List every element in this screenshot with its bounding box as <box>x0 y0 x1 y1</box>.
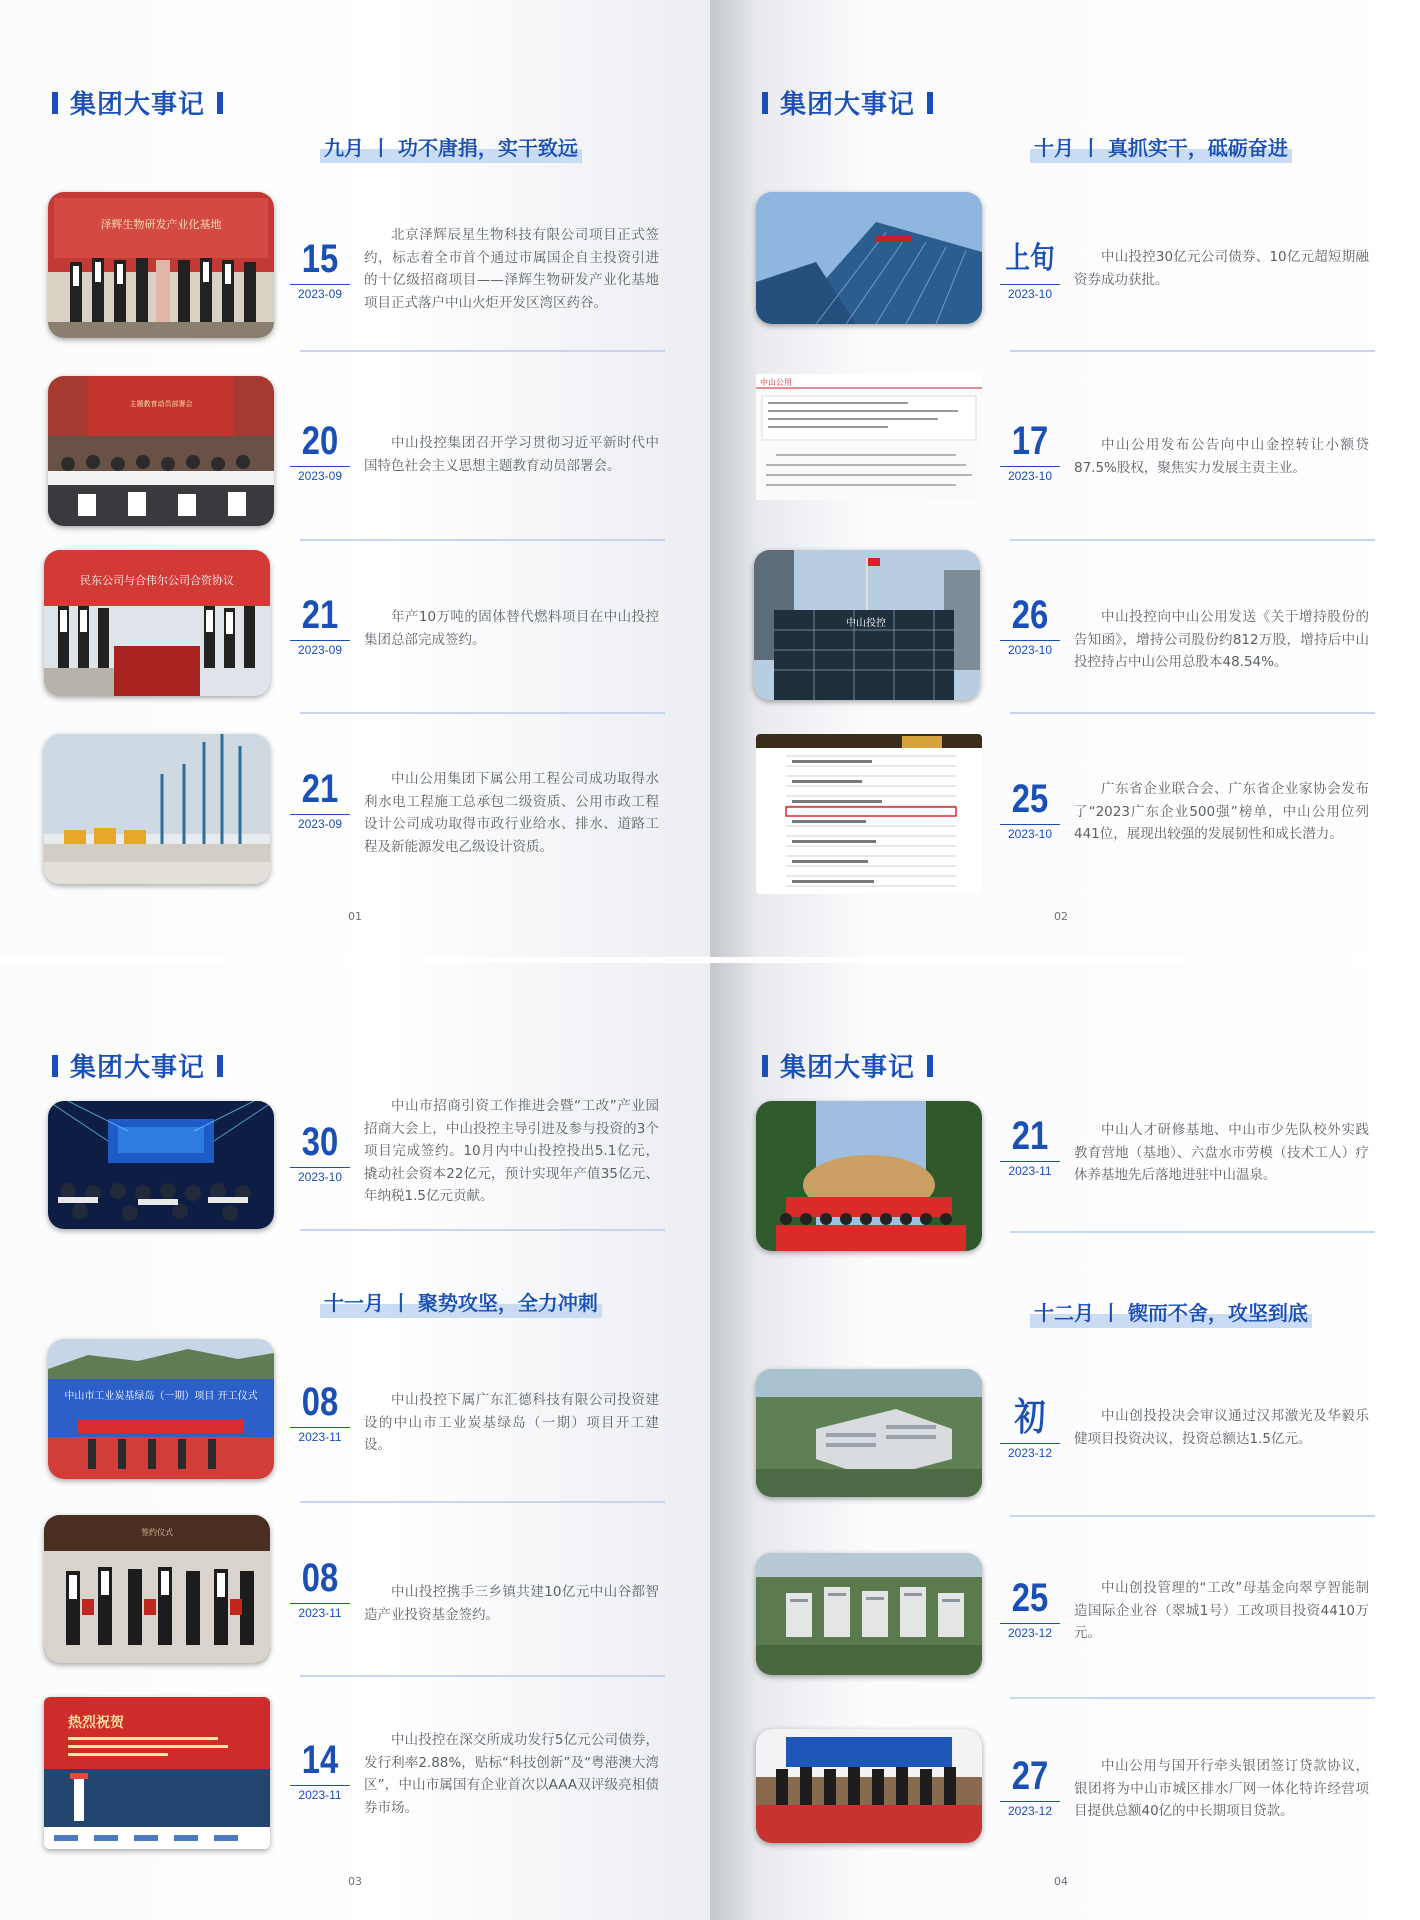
divider <box>300 1229 665 1231</box>
event-photo <box>756 1553 982 1675</box>
event-date <box>1000 1395 1060 1460</box>
event-photo <box>44 1515 270 1663</box>
event-day: 21 <box>301 767 339 811</box>
event-photo <box>48 1101 274 1229</box>
event-photo <box>754 550 980 700</box>
event-day: 21 <box>1011 1114 1049 1158</box>
page-header <box>52 84 223 121</box>
event-photo <box>756 374 982 500</box>
event-day: 21 <box>301 593 339 637</box>
divider <box>300 539 665 541</box>
photo-caption: 泽辉生物研发产业化基地 <box>100 218 222 231</box>
photo-caption: 中山市工业炭基绿岛（一期）项目 开工仪式 <box>64 1391 258 1402</box>
event-photo <box>48 192 274 338</box>
page-04 <box>710 963 1420 1920</box>
event-date <box>1000 1113 1060 1178</box>
event-date <box>290 1119 350 1184</box>
event-photo <box>44 734 270 884</box>
event-year-month: 2023-12 <box>1000 1623 1060 1640</box>
event-date <box>290 592 350 657</box>
event-day: 26 <box>1011 593 1049 637</box>
event-day: 20 <box>301 419 339 463</box>
event-date <box>290 1737 350 1802</box>
event-day: 14 <box>301 1738 339 1782</box>
event-photo <box>756 734 982 894</box>
event-day: 30 <box>301 1120 339 1164</box>
page-header <box>52 1047 223 1084</box>
divider <box>1010 350 1375 352</box>
header-title: 集团大事记 <box>780 1053 916 1083</box>
page-02 <box>710 0 1420 957</box>
header-bar-right <box>217 1055 223 1077</box>
event-day: 上旬 <box>1005 242 1055 275</box>
header-bar-left <box>52 1055 58 1077</box>
event-date <box>1000 1575 1060 1640</box>
page-01 <box>0 0 710 957</box>
event-description: 中山公用发布公告向中山金控转让小额贷87.5%股权，聚焦实力发展主责主业。 <box>1074 437 1369 476</box>
svg-text:主题教育动员部署会: 主题教育动员部署会 <box>129 400 193 408</box>
header-title: 集团大事记 <box>70 90 206 120</box>
event-year-month: 2023-11 <box>290 1603 350 1620</box>
event-year-month: 2023-10 <box>1000 640 1060 657</box>
event-photo <box>44 1697 270 1849</box>
divider <box>1010 539 1375 541</box>
event-date <box>1000 418 1060 483</box>
event-photo <box>48 376 274 526</box>
event-day: 08 <box>301 1556 339 1600</box>
month-heading: 十月 丨 真抓实干，砥砺奋进 <box>1030 132 1292 163</box>
event-description: 中山人才研修基地、中山市少先队校外实践教育营地（基地）、六盘水市劳模（技术工人）疗休养基地先后落地进驻中山温泉。 <box>1074 1122 1369 1183</box>
header-bar-left <box>52 92 58 114</box>
photo-caption: 中山投控 <box>846 618 886 629</box>
event-date <box>290 418 350 483</box>
header-bar-right <box>927 1055 933 1077</box>
divider <box>300 1501 665 1503</box>
event-date <box>1000 236 1060 301</box>
page-03 <box>0 963 710 1920</box>
month-heading: 十二月 丨 锲而不舍，攻坚到底 <box>1030 1297 1312 1328</box>
event-day: 27 <box>1011 1754 1049 1798</box>
event-year-month: 2023-11 <box>290 1785 350 1802</box>
divider <box>1010 1697 1375 1699</box>
page-number: 02 <box>1054 910 1068 923</box>
event-date <box>290 1555 350 1620</box>
header-title: 集团大事记 <box>780 90 916 120</box>
event-photo <box>48 1339 274 1479</box>
page-number: 03 <box>348 1875 362 1888</box>
event-description: 中山创投投决会审议通过汉邦激光及华毅乐健项目投资决议，投资总额达1.5亿元。 <box>1074 1408 1369 1447</box>
event-photo <box>756 1369 982 1497</box>
page-number: 01 <box>348 910 362 923</box>
divider <box>1010 1515 1375 1517</box>
event-photo <box>44 550 270 696</box>
svg-text:签约仪式: 签约仪式 <box>141 1528 173 1537</box>
event-description: 北京泽辉辰星生物科技有限公司项目正式签约，标志着全市首个通过市属国企自主投资引进的十亿级招商项目——泽辉生物研发产业化基地项目正式落户中山火炬开发区湾区药谷。 <box>364 227 659 311</box>
event-year-month: 2023-10 <box>1000 284 1060 301</box>
divider <box>1010 712 1375 714</box>
event-description: 中山创投管理的“工改”母基金向翠亨智能制造国际企业谷（翠城1号）工改项目投资4410万元。 <box>1074 1580 1369 1641</box>
event-date <box>1000 776 1060 841</box>
event-year-month: 2023-11 <box>1000 1161 1060 1178</box>
event-description: 中山投控在深交所成功发行5亿元公司债券，发行利率2.88%，贴标“科技创新”及“粤港澳大湾区”，中山市属国有企业首次以AAA双评级亮相债券市场。 <box>364 1732 659 1816</box>
photo-caption: 热烈祝贺 <box>68 1715 124 1731</box>
divider <box>300 712 665 714</box>
header-bar-right <box>217 92 223 114</box>
page-number: 04 <box>1054 1875 1068 1888</box>
event-date <box>290 1379 350 1444</box>
event-description: 中山投控下属广东汇德科技有限公司投资建设的中山市工业炭基绿岛（一期）项目开工建设。 <box>364 1392 659 1453</box>
event-photo <box>756 1729 982 1843</box>
photo-caption: 中山公用 <box>760 378 792 387</box>
event-description: 中山投控向中山公用发送《关于增持股份的告知函》，增持公司股份约812万股，增持后中山投控持占中山公用总股本48.54%。 <box>1074 609 1369 670</box>
event-description: 中山公用与国开行牵头银团签订贷款协议，银团将为中山市城区排水厂网一体化特许经营项目提供总额40亿的中长期项目贷款。 <box>1074 1758 1369 1819</box>
event-day: 25 <box>1011 777 1049 821</box>
event-year-month: 2023-10 <box>290 1167 350 1184</box>
header-bar-left <box>762 92 768 114</box>
event-description: 年产10万吨的固体替代燃料项目在中山投控集团总部完成签约。 <box>364 609 659 648</box>
event-year-month: 2023-09 <box>290 284 350 301</box>
divider <box>300 350 665 352</box>
event-description: 中山投控携手三乡镇共建10亿元中山谷都智造产业投资基金签约。 <box>364 1584 659 1623</box>
event-year-month: 2023-12 <box>1000 1801 1060 1818</box>
page-header <box>762 1047 933 1084</box>
event-photo <box>756 1101 982 1251</box>
event-year-month: 2023-09 <box>290 814 350 831</box>
event-description: 中山投控集团召开学习贯彻习近平新时代中国特色社会主义思想主题教育动员部署会。 <box>364 435 659 474</box>
month-heading: 十一月 丨 聚势攻坚，全力冲刺 <box>320 1287 602 1318</box>
event-day: 25 <box>1011 1576 1049 1620</box>
month-heading: 九月 丨 功不唐捐，实干致远 <box>320 132 582 163</box>
event-description: 中山投控30亿元公司债券、10亿元超短期融资券成功获批。 <box>1074 249 1369 288</box>
event-year-month: 2023-10 <box>1000 466 1060 483</box>
divider <box>300 1675 665 1677</box>
event-year-month: 2023-09 <box>290 640 350 657</box>
divider <box>1010 1231 1375 1233</box>
event-date <box>290 766 350 831</box>
header-bar-right <box>927 92 933 114</box>
event-day: 初 <box>1014 1397 1046 1439</box>
event-year-month: 2023-11 <box>290 1427 350 1444</box>
page-header <box>762 84 933 121</box>
event-date <box>290 236 350 301</box>
header-title: 集团大事记 <box>70 1053 206 1083</box>
event-description: 广东省企业联合会、广东省企业家协会发布了“2023广东企业500强”榜单，中山公用位列441位，展现出较强的发展韧性和成长潜力。 <box>1074 781 1369 842</box>
event-description: 中山市招商引资工作推进会暨“工改”产业园招商大会上，中山投控主导引进及参与投资的3个项目完成签约。10月内中山投控投出5.1亿元，撬动社会资本22亿元，预计实现年产值35亿元、年纳税1.5亿元贡献。 <box>364 1098 659 1204</box>
event-year-month: 2023-12 <box>1000 1443 1060 1460</box>
event-day: 08 <box>301 1380 339 1424</box>
event-year-month: 2023-10 <box>1000 824 1060 841</box>
event-day: 17 <box>1011 419 1049 463</box>
event-year-month: 2023-09 <box>290 466 350 483</box>
event-description: 中山公用集团下属公用工程公司成功取得水利水电工程施工总承包二级资质、公用市政工程设计公司成功取得市政行业给水、排水、道路工程及新能源发电乙级设计资质。 <box>364 771 659 855</box>
header-bar-left <box>762 1055 768 1077</box>
event-date <box>1000 1753 1060 1818</box>
event-day: 15 <box>301 237 339 281</box>
event-photo <box>756 192 982 324</box>
event-date <box>1000 592 1060 657</box>
photo-caption: 民东公司与合伟尔公司合资协议 <box>80 574 234 587</box>
